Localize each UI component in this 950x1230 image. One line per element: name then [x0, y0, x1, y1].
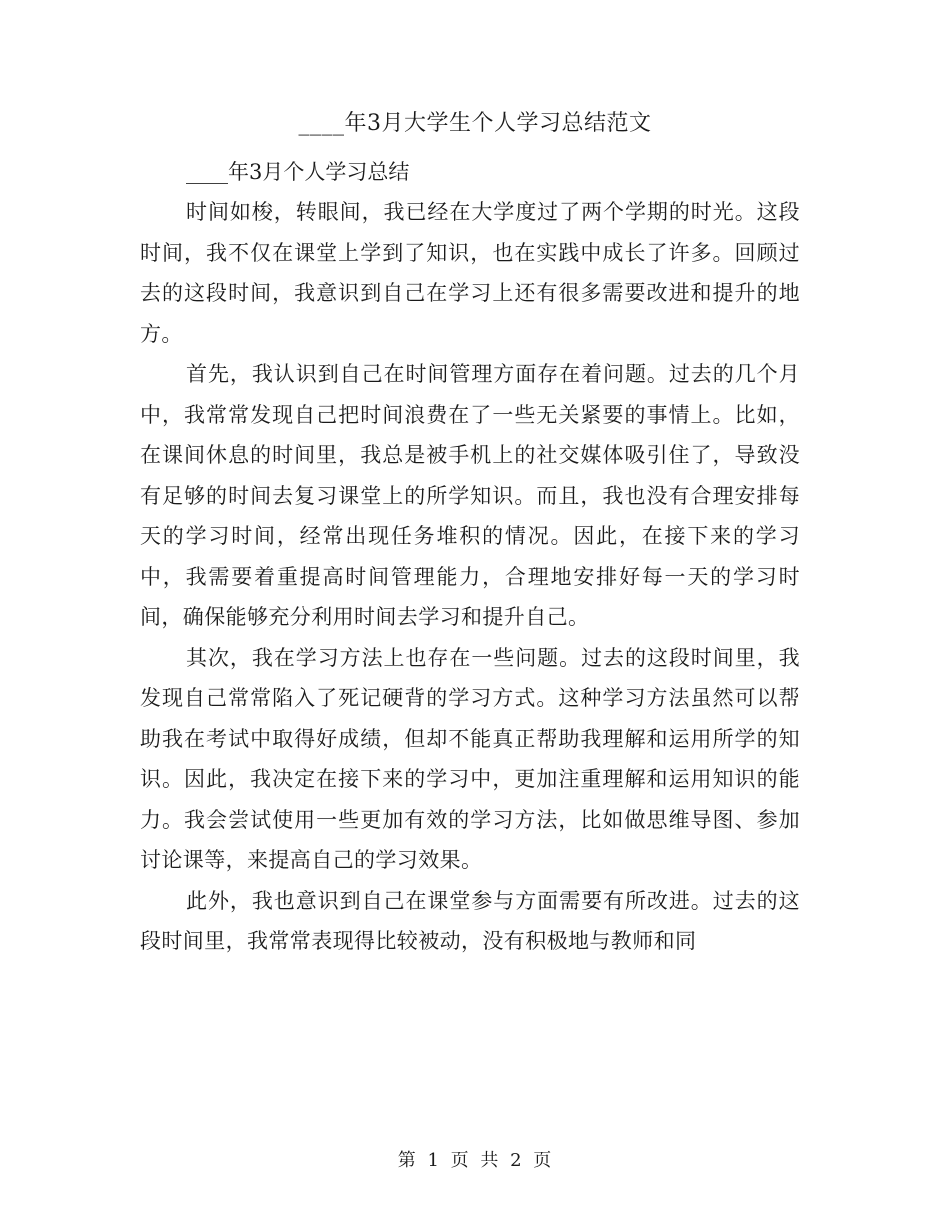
paragraph-class-participation: 此外，我也意识到自己在课堂参与方面需要有所改进。过去的这段时间里，我常常表现得比较被动，没有积极地与教师和同	[140, 888, 800, 953]
paragraph-study-method: 其次，我在学习方法上也存在一些问题。过去的这段时间里，我发现自己常常陷入了死记硬背的学习方式。这种学习方法虽然可以帮助我在考试中取得好成绩，但却不能真正帮助我理解和运用所学的知识。因此，我决定在接下来的学习中，更加注重理解和运用知识的能力。我会尝试使用一些更加有效的学习方法，比如做思维导图、参加讨论课等，来提高自己的学习效果。	[140, 645, 800, 872]
page-number-footer: 第 1 页 共 2 页	[397, 1150, 553, 1171]
document-body	[140, 152, 800, 962]
paragraph-intro: 时间如梭，转眼间，我已经在大学度过了两个学期的时光。这段时间，我不仅在课堂上学到了知识，也在实践中成长了许多。回顾过去的这段时间，我意识到自己在学习上还有很多需要改进和提升的地方。	[140, 200, 800, 346]
paragraph-time-management: 首先，我认识到自己在时间管理方面存在着问题。过去的几个月中，我常常发现自己把时间浪费在了一些无关紧要的事情上。比如，在课间休息的时间里，我总是被手机上的社交媒体吸引住了，导致没有足够的时间去复习课堂上的所学知识。而且，我也没有合理安排每天的学习时间，经常出现任务堆积的情况。因此，在接下来的学习中，我需要着重提高时间管理能力，合理地安排好每一天的学习时间，确保能够充分利用时间去学习和提升自己。	[140, 362, 800, 629]
document-subtitle: ____年3月个人学习总结	[186, 160, 410, 184]
document-title: ____年3月大学生个人学习总结范文	[298, 111, 652, 136]
